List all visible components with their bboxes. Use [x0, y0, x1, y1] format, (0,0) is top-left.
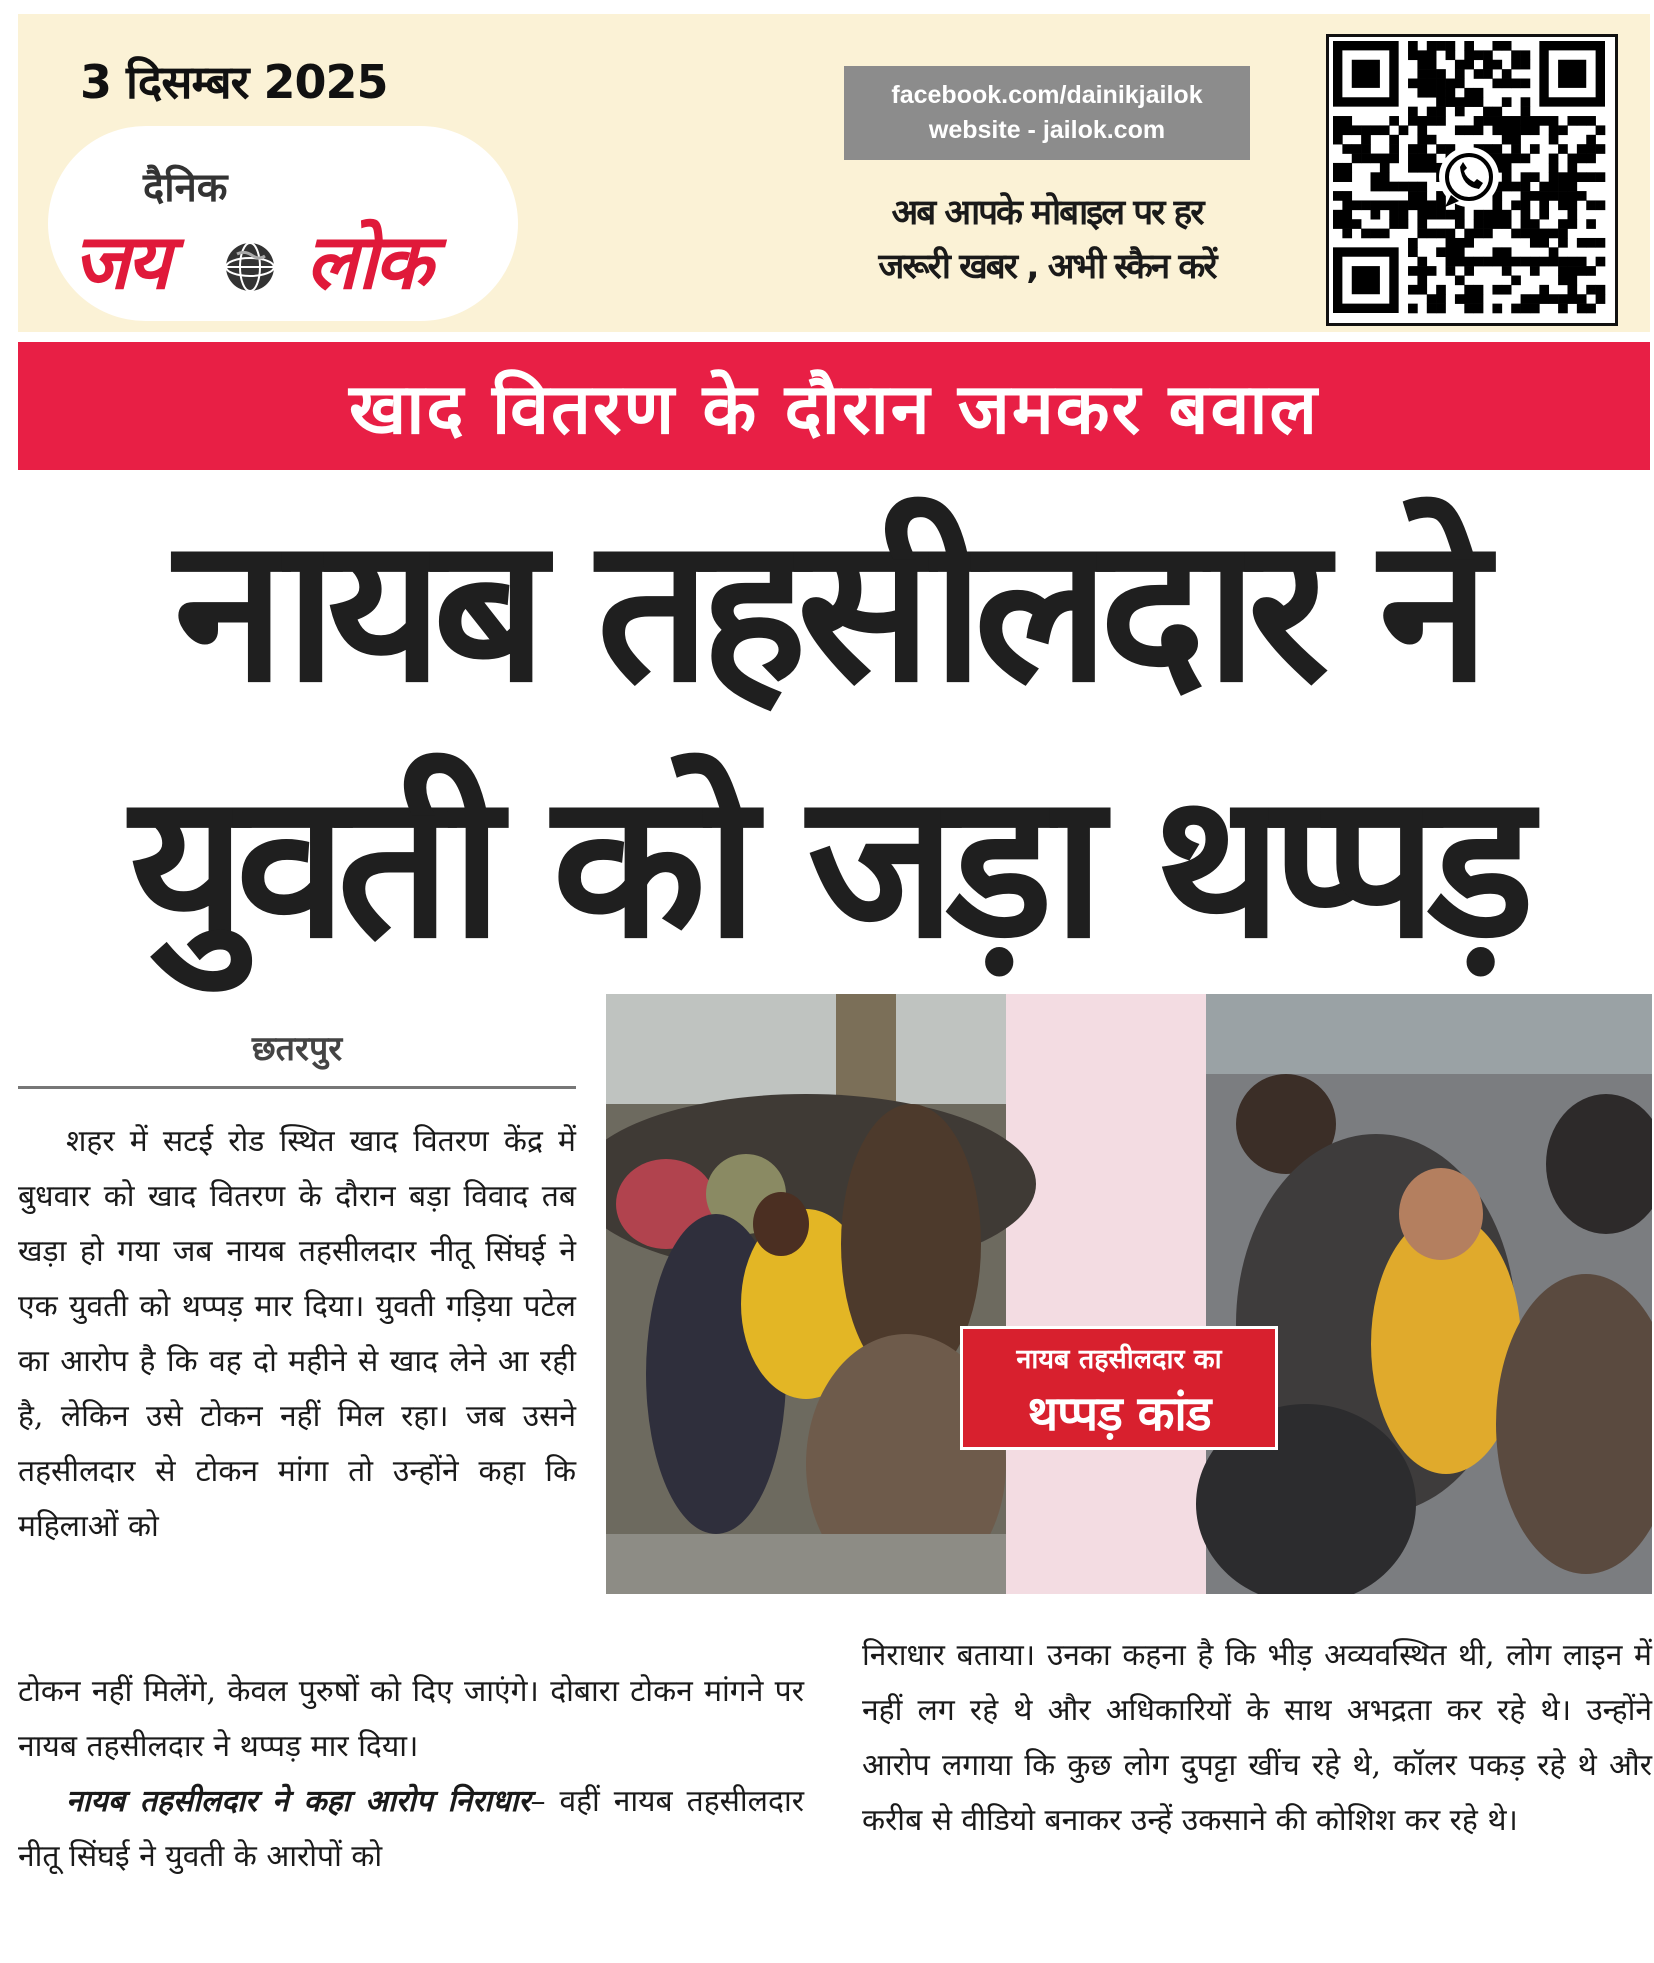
social-links-box: [844, 66, 1250, 160]
logo-word-jay: जय: [73, 217, 168, 306]
promo-line-2: जरूरी खबर , अभी स्कैन करें: [878, 247, 1216, 287]
article-column-2: [18, 1664, 804, 1884]
article-column-3: [862, 1628, 1652, 1848]
article-paragraph-1: शहर में सटई रोड स्थित खाद वितरण केंद्र में बुधवार को खाद वितरण के दौरान बड़ा विवाद तब खड़ा हो गया जब नायब तहसीलदार नीतू सिंघई ने एक युवती को थप्पड़ मार दिया। युवती गड़िया पटेल का आरोप है कि वह दो महीने से खाद लेने आ रही है, लेकिन उसे टोकन नहीं मिल रहा। जब उसने तहसीलदार से टोकन मांगा तो उन्होंने कहा कि महिलाओं को: [18, 1124, 576, 1544]
article-paragraph-3-text: – वहीं नायब तहसीलदार नीतू सिंघई ने युवती के आरोपों को: [18, 1784, 804, 1874]
dateline: छतरपुर: [18, 1022, 576, 1089]
photo-illustration: [606, 994, 1652, 1594]
qr-code-graphic: [1329, 37, 1609, 317]
globe-logo-icon: [223, 240, 277, 294]
scan-promo: [824, 186, 1270, 294]
promo-line-1: अब आपके मोबाइल पर हर: [891, 193, 1203, 233]
photo-caption-line-2: थप्पड़ कांड: [1027, 1386, 1211, 1442]
kicker-text: खाद वितरण के दौरान जमकर बवाल: [349, 368, 1319, 450]
news-photo[interactable]: [606, 994, 1652, 1594]
article-column-1: [18, 1114, 576, 1554]
masthead: [18, 14, 1650, 332]
newspaper-logo[interactable]: [48, 126, 518, 321]
article-paragraph-2: टोकन नहीं मिलेंगे, केवल पुरुषों को दिए जाएंगे। दोबारा टोकन मांगने पर नायब तहसीलदार ने थप्पड़ मार दिया।: [18, 1674, 804, 1764]
website-link[interactable]: website - jailok.com: [928, 116, 1166, 144]
whatsapp-icon: [1439, 147, 1499, 207]
qr-code-icon[interactable]: [1326, 34, 1618, 326]
photo-caption-badge: [960, 1326, 1278, 1450]
kicker-banner: [18, 342, 1650, 470]
article-paragraph-4: निराधार बताया। उनका कहना है कि भीड़ अव्यवस्थित थी, लोग लाइन में नहीं लग रहे थे और अधिकारियों के साथ अभद्रता कर रहे थे। उन्होंने आरोप लगाया कि कुछ लोग दुपट्टा खींच रहे थे, कॉलर पकड़ रहे थे और करीब से वीडियो बनाकर उन्हें उकसाने की कोशिश कर रहे थे।: [862, 1638, 1652, 1838]
photo-caption-line-1: नायब तहसीलदार का: [1016, 1344, 1222, 1375]
logo-small-text: दैनिक: [143, 164, 228, 211]
headline-line-1: नायब तहसीलदार ने: [174, 494, 1480, 727]
article-paragraph-3: [18, 1774, 804, 1884]
facebook-link[interactable]: facebook.com/dainikjailok: [891, 81, 1203, 109]
headline-line-2: युवती को जड़ा थप्पड़: [129, 750, 1525, 983]
logo-word-lok: लोक: [306, 217, 430, 306]
issue-date: 3 दिसम्बर 2025: [80, 55, 388, 109]
article-subhead: नायब तहसीलदार ने कहा आरोप निराधार: [66, 1784, 531, 1819]
